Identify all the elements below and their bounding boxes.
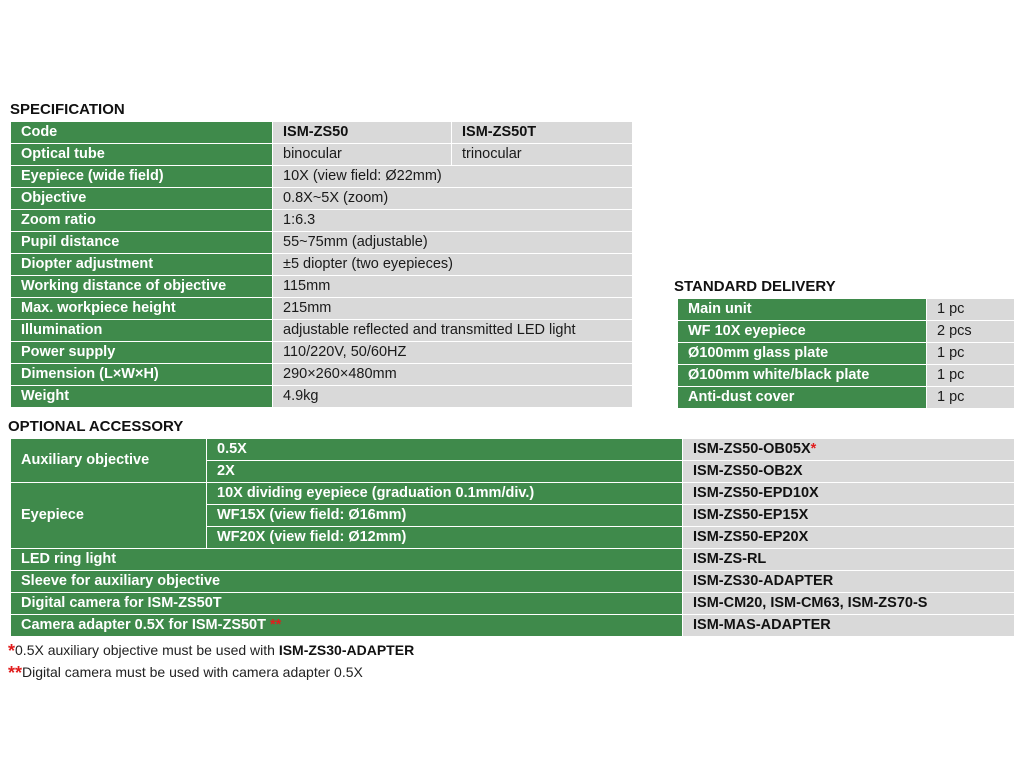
row-label: Optical tube — [11, 144, 273, 166]
row-value: 1 pc — [927, 387, 1015, 409]
option-code: ISM-MAS-ADAPTER — [683, 615, 1015, 637]
option-label: 0.5X — [207, 439, 683, 461]
sleeve-label: Sleeve for auxiliary objective — [11, 571, 683, 593]
option-code: ISM-ZS50-OB2X — [683, 461, 1015, 483]
row-label: Illumination — [11, 320, 273, 342]
row-value: 55~75mm (adjustable) — [273, 232, 633, 254]
row-label: Diopter adjustment — [11, 254, 273, 276]
spec-heading: SPECIFICATION — [10, 101, 125, 118]
table-row — [11, 122, 633, 144]
option-label: 10X dividing eyepiece (graduation 0.1mm/div.) — [207, 483, 683, 505]
row-value: ±5 diopter (two eyepieces) — [273, 254, 633, 276]
option-label: WF15X (view field: Ø16mm) — [207, 505, 683, 527]
row-value: 290×260×480mm — [273, 364, 633, 386]
option-code: ISM-ZS50-EP20X — [683, 527, 1015, 549]
led-ring-label: LED ring light — [11, 549, 683, 571]
specification-table — [10, 121, 633, 408]
footnote-star: * — [810, 441, 817, 457]
table-row — [11, 549, 1015, 571]
table-row — [11, 144, 633, 166]
eyepiece-label: Eyepiece — [11, 483, 207, 549]
option-code: ISM-ZS50-EPD10X — [683, 483, 1015, 505]
row-value: 1 pc — [927, 299, 1015, 321]
table-row — [11, 298, 633, 320]
footnote-double-star: ** — [270, 617, 282, 633]
row-label: Objective — [11, 188, 273, 210]
table-row — [678, 299, 1015, 321]
row-value: 1:6.3 — [273, 210, 633, 232]
row-value: binocular — [273, 144, 452, 166]
row-value: 2 pcs — [927, 321, 1015, 343]
camera-adapter-label — [11, 615, 683, 637]
table-row — [11, 571, 1015, 593]
row-label: Anti-dust cover — [678, 387, 927, 409]
table-row — [11, 166, 633, 188]
table-row — [678, 365, 1015, 387]
option-code: ISM-ZS-RL — [683, 549, 1015, 571]
table-row — [11, 254, 633, 276]
footnote-star: * — [8, 641, 16, 661]
code-label: Code — [11, 122, 273, 144]
option-label: 2X — [207, 461, 683, 483]
camera-adapter-text: Camera adapter 0.5X for ISM-ZS50T — [21, 617, 266, 633]
model-zs50t: ISM-ZS50T — [452, 122, 633, 144]
row-label: Eyepiece (wide field) — [11, 166, 273, 188]
row-label: WF 10X eyepiece — [678, 321, 927, 343]
row-label: Max. workpiece height — [11, 298, 273, 320]
digital-camera-label: Digital camera for ISM-ZS50T — [11, 593, 683, 615]
row-label: Zoom ratio — [11, 210, 273, 232]
table-row — [11, 342, 633, 364]
table-row — [11, 615, 1015, 637]
row-value: 115mm — [273, 276, 633, 298]
row-label: Weight — [11, 386, 273, 408]
footnote-1-bold: ISM-ZS30-ADAPTER — [278, 642, 415, 658]
row-label: Power supply — [11, 342, 273, 364]
delivery-heading: STANDARD DELIVERY — [674, 278, 836, 295]
table-row — [11, 386, 633, 408]
option-code-text: ISM-ZS50-OB05X — [693, 441, 811, 457]
row-value: 0.8X~5X (zoom) — [273, 188, 633, 210]
row-label: Ø100mm white/black plate — [678, 365, 927, 387]
table-row — [11, 232, 633, 254]
option-code: ISM-ZS50-EP15X — [683, 505, 1015, 527]
footnote-1-text: 0.5X auxiliary objective must be used with — [15, 642, 279, 658]
table-row — [678, 387, 1015, 409]
table-row — [11, 276, 633, 298]
row-value: adjustable reflected and transmitted LED light — [273, 320, 633, 342]
row-label: Dimension (L×W×H) — [11, 364, 273, 386]
option-code — [683, 439, 1015, 461]
table-row — [11, 483, 1015, 505]
row-value: 4.9kg — [273, 386, 633, 408]
aux-objective-label: Auxiliary objective — [11, 439, 207, 483]
optional-accessory-table — [10, 438, 1015, 637]
standard-delivery-table — [677, 298, 1015, 409]
table-row — [11, 593, 1015, 615]
footnote-2-text: Digital camera must be used with camera adapter 0.5X — [22, 664, 363, 680]
table-row — [11, 188, 633, 210]
footnote-1 — [8, 641, 414, 662]
row-label: Ø100mm glass plate — [678, 343, 927, 365]
row-value: 110/220V, 50/60HZ — [273, 342, 633, 364]
option-code: ISM-CM20, ISM-CM63, ISM-ZS70-S — [683, 593, 1015, 615]
row-value: 1 pc — [927, 365, 1015, 387]
model-zs50: ISM-ZS50 — [273, 122, 452, 144]
row-value: trinocular — [452, 144, 633, 166]
table-row — [11, 439, 1015, 461]
row-label: Working distance of objective — [11, 276, 273, 298]
row-value: 10X (view field: Ø22mm) — [273, 166, 633, 188]
footnote-2 — [8, 663, 363, 684]
table-row — [678, 321, 1015, 343]
row-value: 215mm — [273, 298, 633, 320]
accessory-heading: OPTIONAL ACCESSORY — [8, 418, 184, 435]
row-label: Pupil distance — [11, 232, 273, 254]
footnote-double-star: ** — [8, 663, 23, 683]
option-label: WF20X (view field: Ø12mm) — [207, 527, 683, 549]
row-value: 1 pc — [927, 343, 1015, 365]
row-label: Main unit — [678, 299, 927, 321]
table-row — [678, 343, 1015, 365]
table-row — [11, 364, 633, 386]
table-row — [11, 320, 633, 342]
option-code: ISM-ZS30-ADAPTER — [683, 571, 1015, 593]
table-row — [11, 210, 633, 232]
